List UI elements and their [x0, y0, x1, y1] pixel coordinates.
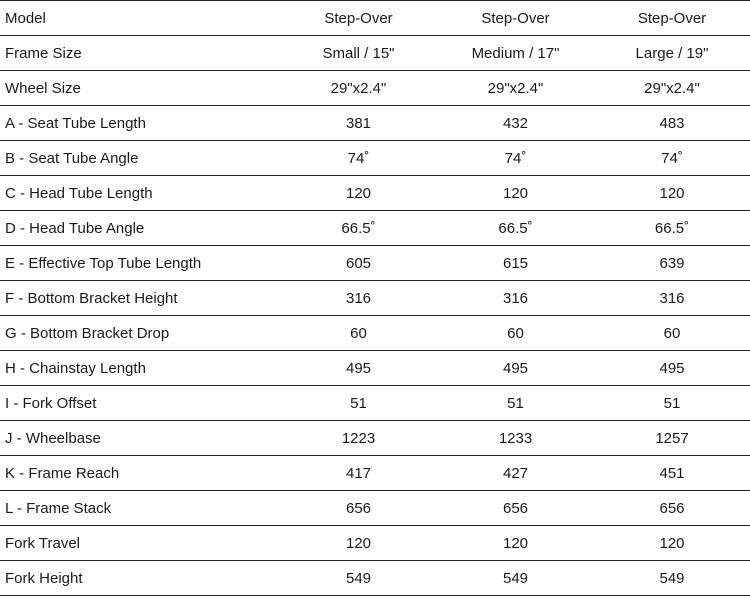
- cell-small: 605: [280, 246, 437, 281]
- cell-small: 74˚: [280, 141, 437, 176]
- spec-table-body: [0, 1, 750, 596]
- cell-medium: 120: [437, 526, 594, 561]
- cell-small: Small / 15": [280, 36, 437, 71]
- row-label: D - Head Tube Angle: [0, 211, 280, 246]
- row-label: I - Fork Offset: [0, 386, 280, 421]
- row-label: C - Head Tube Length: [0, 176, 280, 211]
- cell-medium: Medium / 17": [437, 36, 594, 71]
- cell-medium: 615: [437, 246, 594, 281]
- cell-medium: 66.5˚: [437, 211, 594, 246]
- cell-medium: 120: [437, 176, 594, 211]
- cell-medium: 656: [437, 491, 594, 526]
- cell-small: 60: [280, 316, 437, 351]
- table-row: [0, 246, 750, 281]
- table-row: [0, 1, 750, 36]
- table-row: [0, 281, 750, 316]
- cell-large: Step-Over: [594, 1, 750, 36]
- cell-large: 120: [594, 176, 750, 211]
- row-label: Frame Size: [0, 36, 280, 71]
- table-row: [0, 141, 750, 176]
- cell-large: 29"x2.4": [594, 71, 750, 106]
- table-row: [0, 351, 750, 386]
- cell-medium: 432: [437, 106, 594, 141]
- cell-small: 66.5˚: [280, 211, 437, 246]
- cell-medium: Step-Over: [437, 1, 594, 36]
- cell-large: 51: [594, 386, 750, 421]
- cell-medium: 495: [437, 351, 594, 386]
- cell-large: 1257: [594, 421, 750, 456]
- cell-medium: 427: [437, 456, 594, 491]
- cell-large: 74˚: [594, 141, 750, 176]
- row-label: Model: [0, 1, 280, 36]
- cell-large: 495: [594, 351, 750, 386]
- table-row: [0, 36, 750, 71]
- row-label: A - Seat Tube Length: [0, 106, 280, 141]
- cell-medium: 74˚: [437, 141, 594, 176]
- table-row: [0, 211, 750, 246]
- cell-small: 549: [280, 561, 437, 596]
- table-row: [0, 71, 750, 106]
- cell-small: 381: [280, 106, 437, 141]
- cell-large: Large / 19": [594, 36, 750, 71]
- row-label: F - Bottom Bracket Height: [0, 281, 280, 316]
- cell-small: 656: [280, 491, 437, 526]
- row-label: Fork Height: [0, 561, 280, 596]
- cell-medium: 1233: [437, 421, 594, 456]
- table-row: [0, 561, 750, 596]
- row-label: Wheel Size: [0, 71, 280, 106]
- row-label: L - Frame Stack: [0, 491, 280, 526]
- row-label: G - Bottom Bracket Drop: [0, 316, 280, 351]
- cell-small: 120: [280, 176, 437, 211]
- cell-small: 495: [280, 351, 437, 386]
- cell-small: 1223: [280, 421, 437, 456]
- cell-large: 639: [594, 246, 750, 281]
- table-row: [0, 456, 750, 491]
- cell-large: 549: [594, 561, 750, 596]
- cell-large: 316: [594, 281, 750, 316]
- row-label: K - Frame Reach: [0, 456, 280, 491]
- table-row: [0, 316, 750, 351]
- cell-small: 51: [280, 386, 437, 421]
- table-row: [0, 106, 750, 141]
- table-row: [0, 176, 750, 211]
- row-label: H - Chainstay Length: [0, 351, 280, 386]
- table-row: [0, 386, 750, 421]
- cell-small: 316: [280, 281, 437, 316]
- cell-large: 451: [594, 456, 750, 491]
- cell-small: 417: [280, 456, 437, 491]
- table-row: [0, 421, 750, 456]
- cell-small: 120: [280, 526, 437, 561]
- cell-medium: 51: [437, 386, 594, 421]
- cell-medium: 549: [437, 561, 594, 596]
- cell-large: 66.5˚: [594, 211, 750, 246]
- cell-medium: 29"x2.4": [437, 71, 594, 106]
- table-row: [0, 526, 750, 561]
- row-label: E - Effective Top Tube Length: [0, 246, 280, 281]
- cell-small: 29"x2.4": [280, 71, 437, 106]
- cell-large: 656: [594, 491, 750, 526]
- row-label: B - Seat Tube Angle: [0, 141, 280, 176]
- cell-large: 120: [594, 526, 750, 561]
- cell-medium: 316: [437, 281, 594, 316]
- cell-medium: 60: [437, 316, 594, 351]
- cell-large: 483: [594, 106, 750, 141]
- table-row: [0, 491, 750, 526]
- cell-large: 60: [594, 316, 750, 351]
- cell-small: Step-Over: [280, 1, 437, 36]
- row-label: J - Wheelbase: [0, 421, 280, 456]
- row-label: Fork Travel: [0, 526, 280, 561]
